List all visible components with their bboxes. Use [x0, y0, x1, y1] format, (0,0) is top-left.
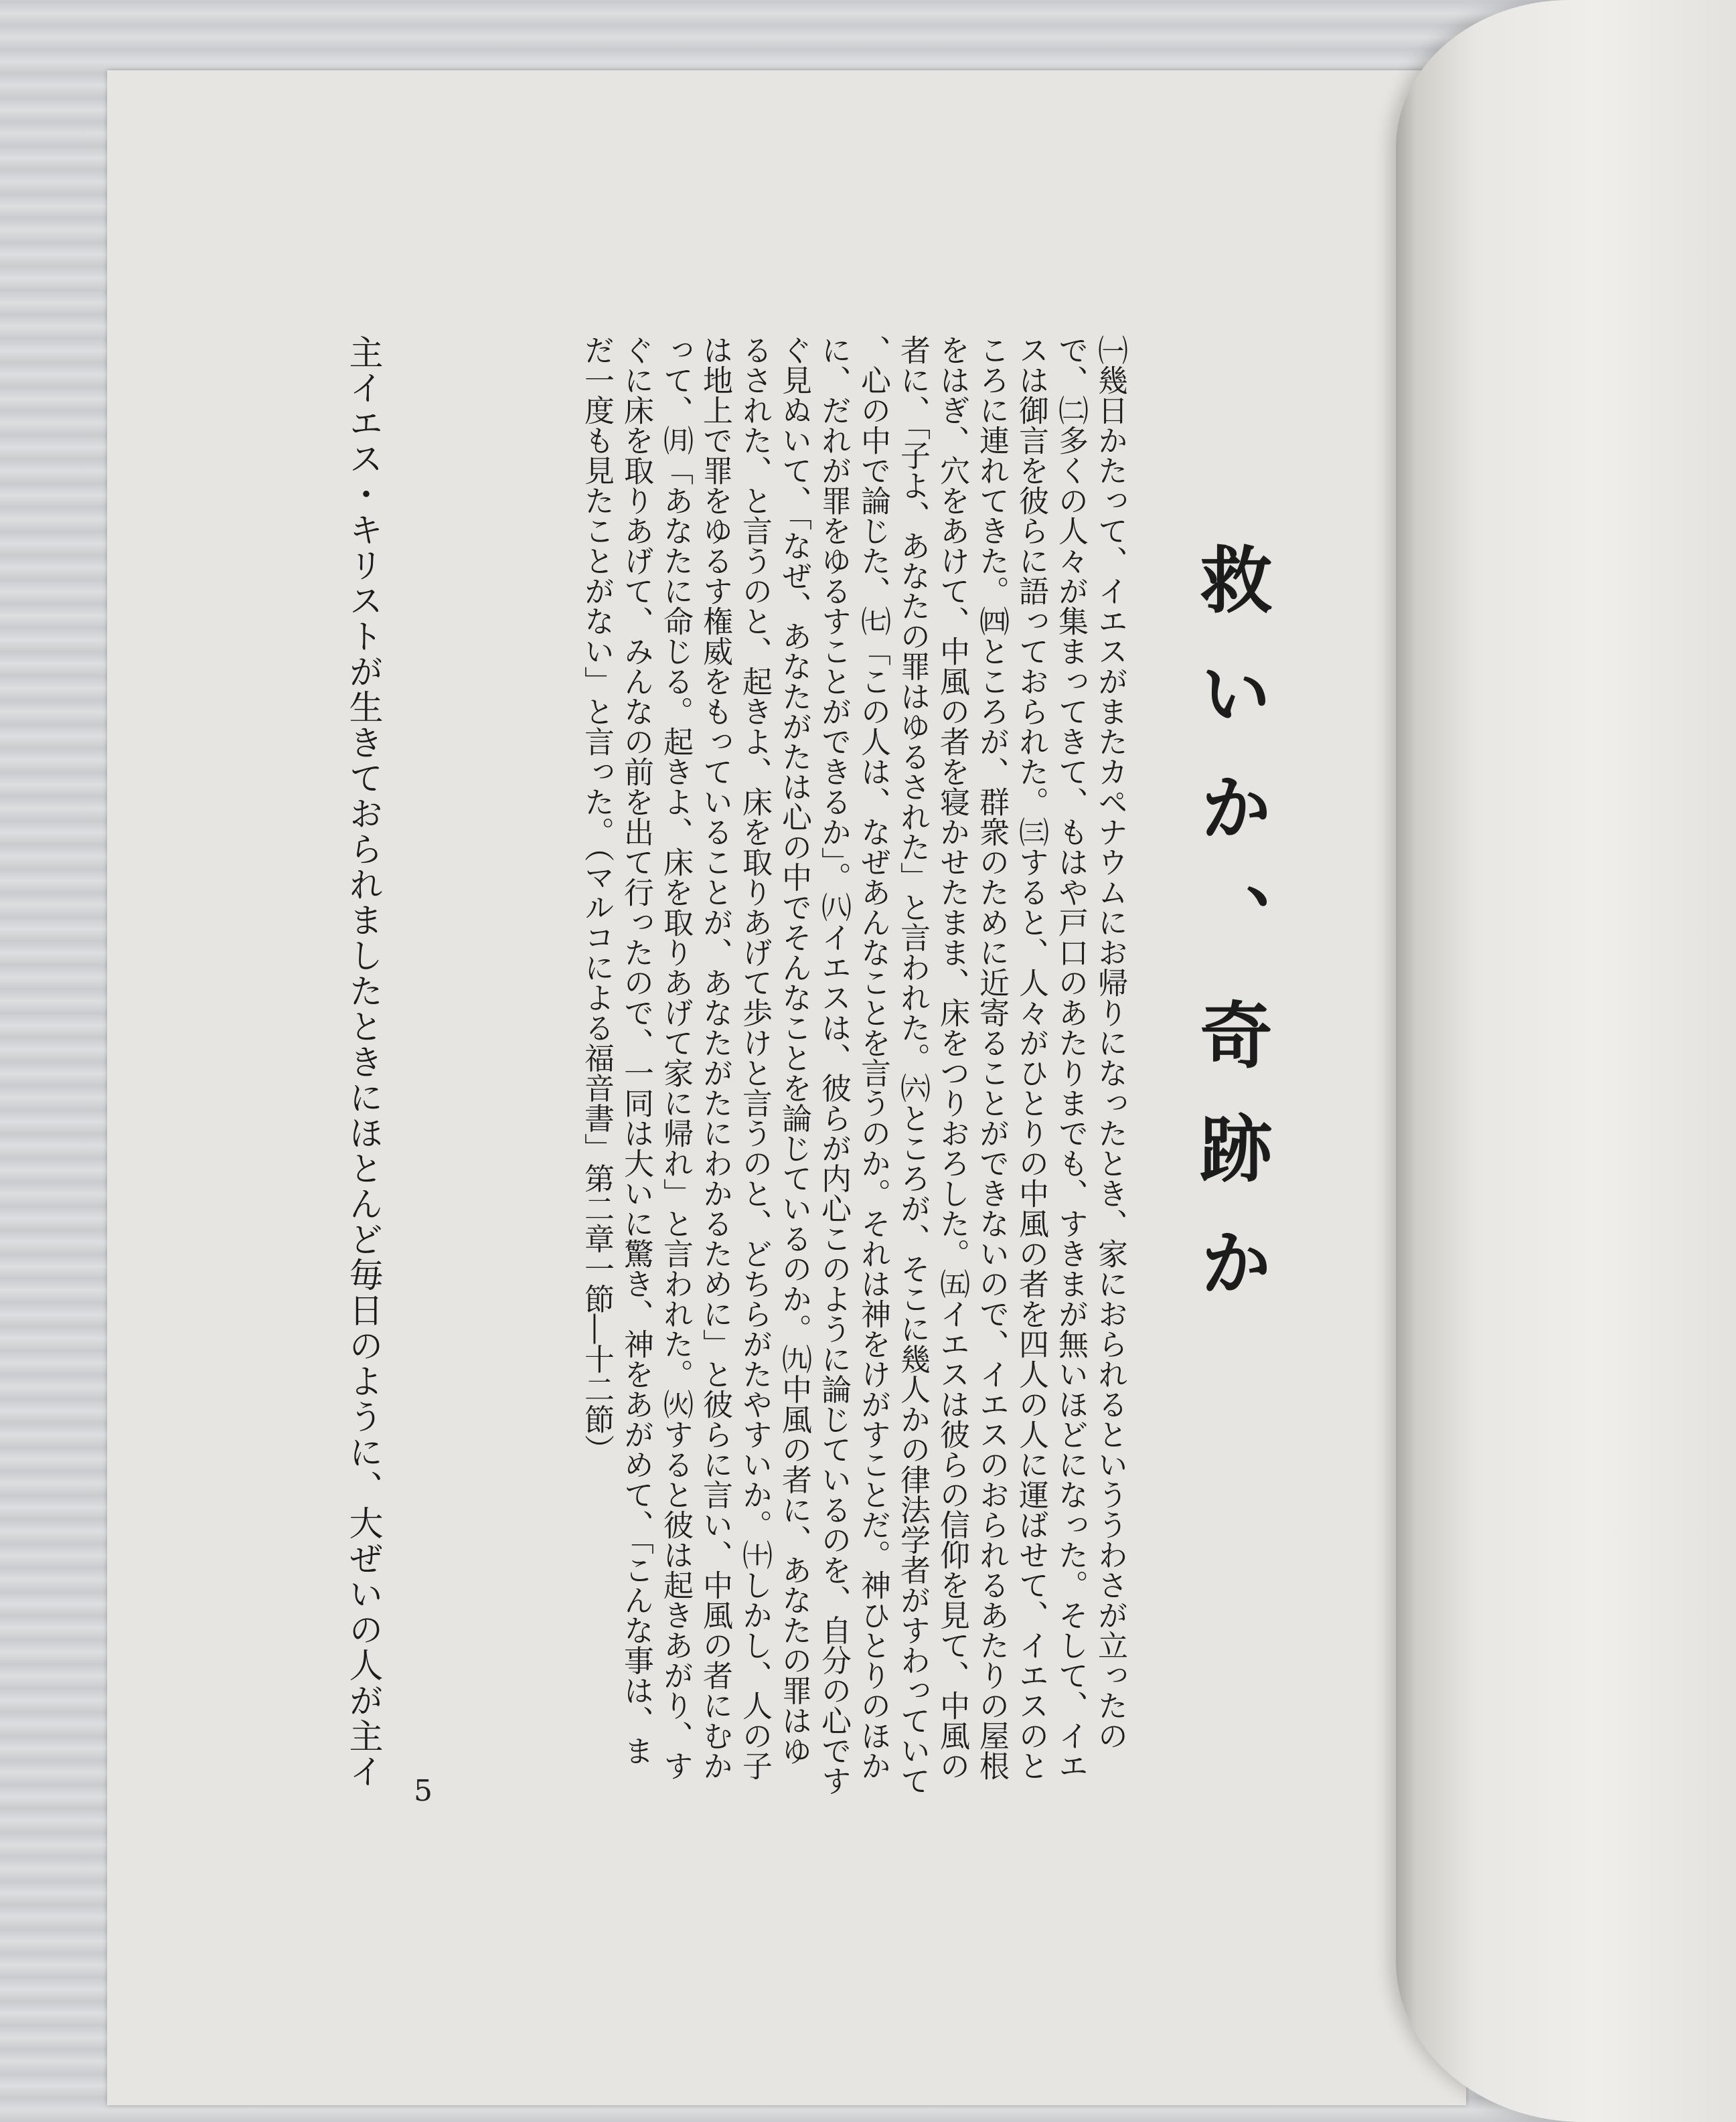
body-column: ぐに床を取りあげて、みんなの前を出て行ったので、一同は大いに驚き、神をあがめて、「こんな事は、ま — [619, 335, 654, 1766]
curled-facing-page — [1396, 0, 1736, 2122]
body-paragraph-line: 主イエス・キリストが生きておられましたときにほとんど毎日のように、大ぜいの人が主イ — [343, 335, 382, 1789]
body-column: 、心の中で論じた、㈦「この人は、なぜあんなことを言うのか。それは神をけがすことだ。神ひとりのほか — [856, 335, 891, 1781]
body-column: るされた、と言うのと、起きよ、床を取りあげて歩けと言うのと、どちらがたやすいか。㈩しかし、人の子 — [737, 335, 773, 1781]
body-column: スは御言を彼らに語っておられた。㈢すると、人々がひとりの中風の者を四人の人に運ばせて、イエスのと — [1014, 335, 1049, 1781]
body-column: ぐ見ぬいて、「なぜ、あなたがたは心の中でそんなことを論じているのか。㈨中風の者に、あなたの罪はゆ — [777, 335, 812, 1766]
body-column: ころに連れてきた。㈣ところが、群衆のために近寄ることができないので、イエスのおられるあたりの屋根 — [974, 335, 1010, 1781]
body-column: をはぎ、穴をあけて、中風の者を寝かせたまま、床をつりおろした。㈤イエスは彼らの信仰を見て、中風の — [935, 335, 970, 1781]
body-column: ㈠幾日かたって、イエスがまたカペナウムにお帰りになったとき、家におられるといううわさが立ったの — [1093, 335, 1128, 1750]
body-column: だ一度も見たことがない」と言った。（マルコによる福音書」第二章一節―十二節） — [579, 335, 615, 1465]
page-number: 5 — [414, 1774, 432, 1808]
body-column: に、だれが罪をゆるすことができるか」。㈧イエスは、彼らが内心このように論じているのを、自分の心です — [816, 335, 852, 1796]
page-title: 救いか、奇跡か — [1188, 542, 1272, 1339]
body-column: 者に、「子よ、あなたの罪はゆるされた」と言われた。㈥ところが、そこに幾人かの律法学者がすわっていて — [895, 335, 931, 1796]
body-column: って、㈪「あなたに命じる。起きよ、床を取りあげて家に帰れ」と言われた。㈫すると彼は起きあがり、す — [658, 335, 694, 1781]
body-column: は地上で罪をゆるす権威をもっていることが、あなたがたにわかるために」と彼らに言い、中風の者にむか — [698, 335, 733, 1781]
body-column: で、㈡多くの人々が集まってきて、もはや戸口のあたりまでも、すきまが無いほどになった。そして、イエ — [1053, 335, 1089, 1781]
